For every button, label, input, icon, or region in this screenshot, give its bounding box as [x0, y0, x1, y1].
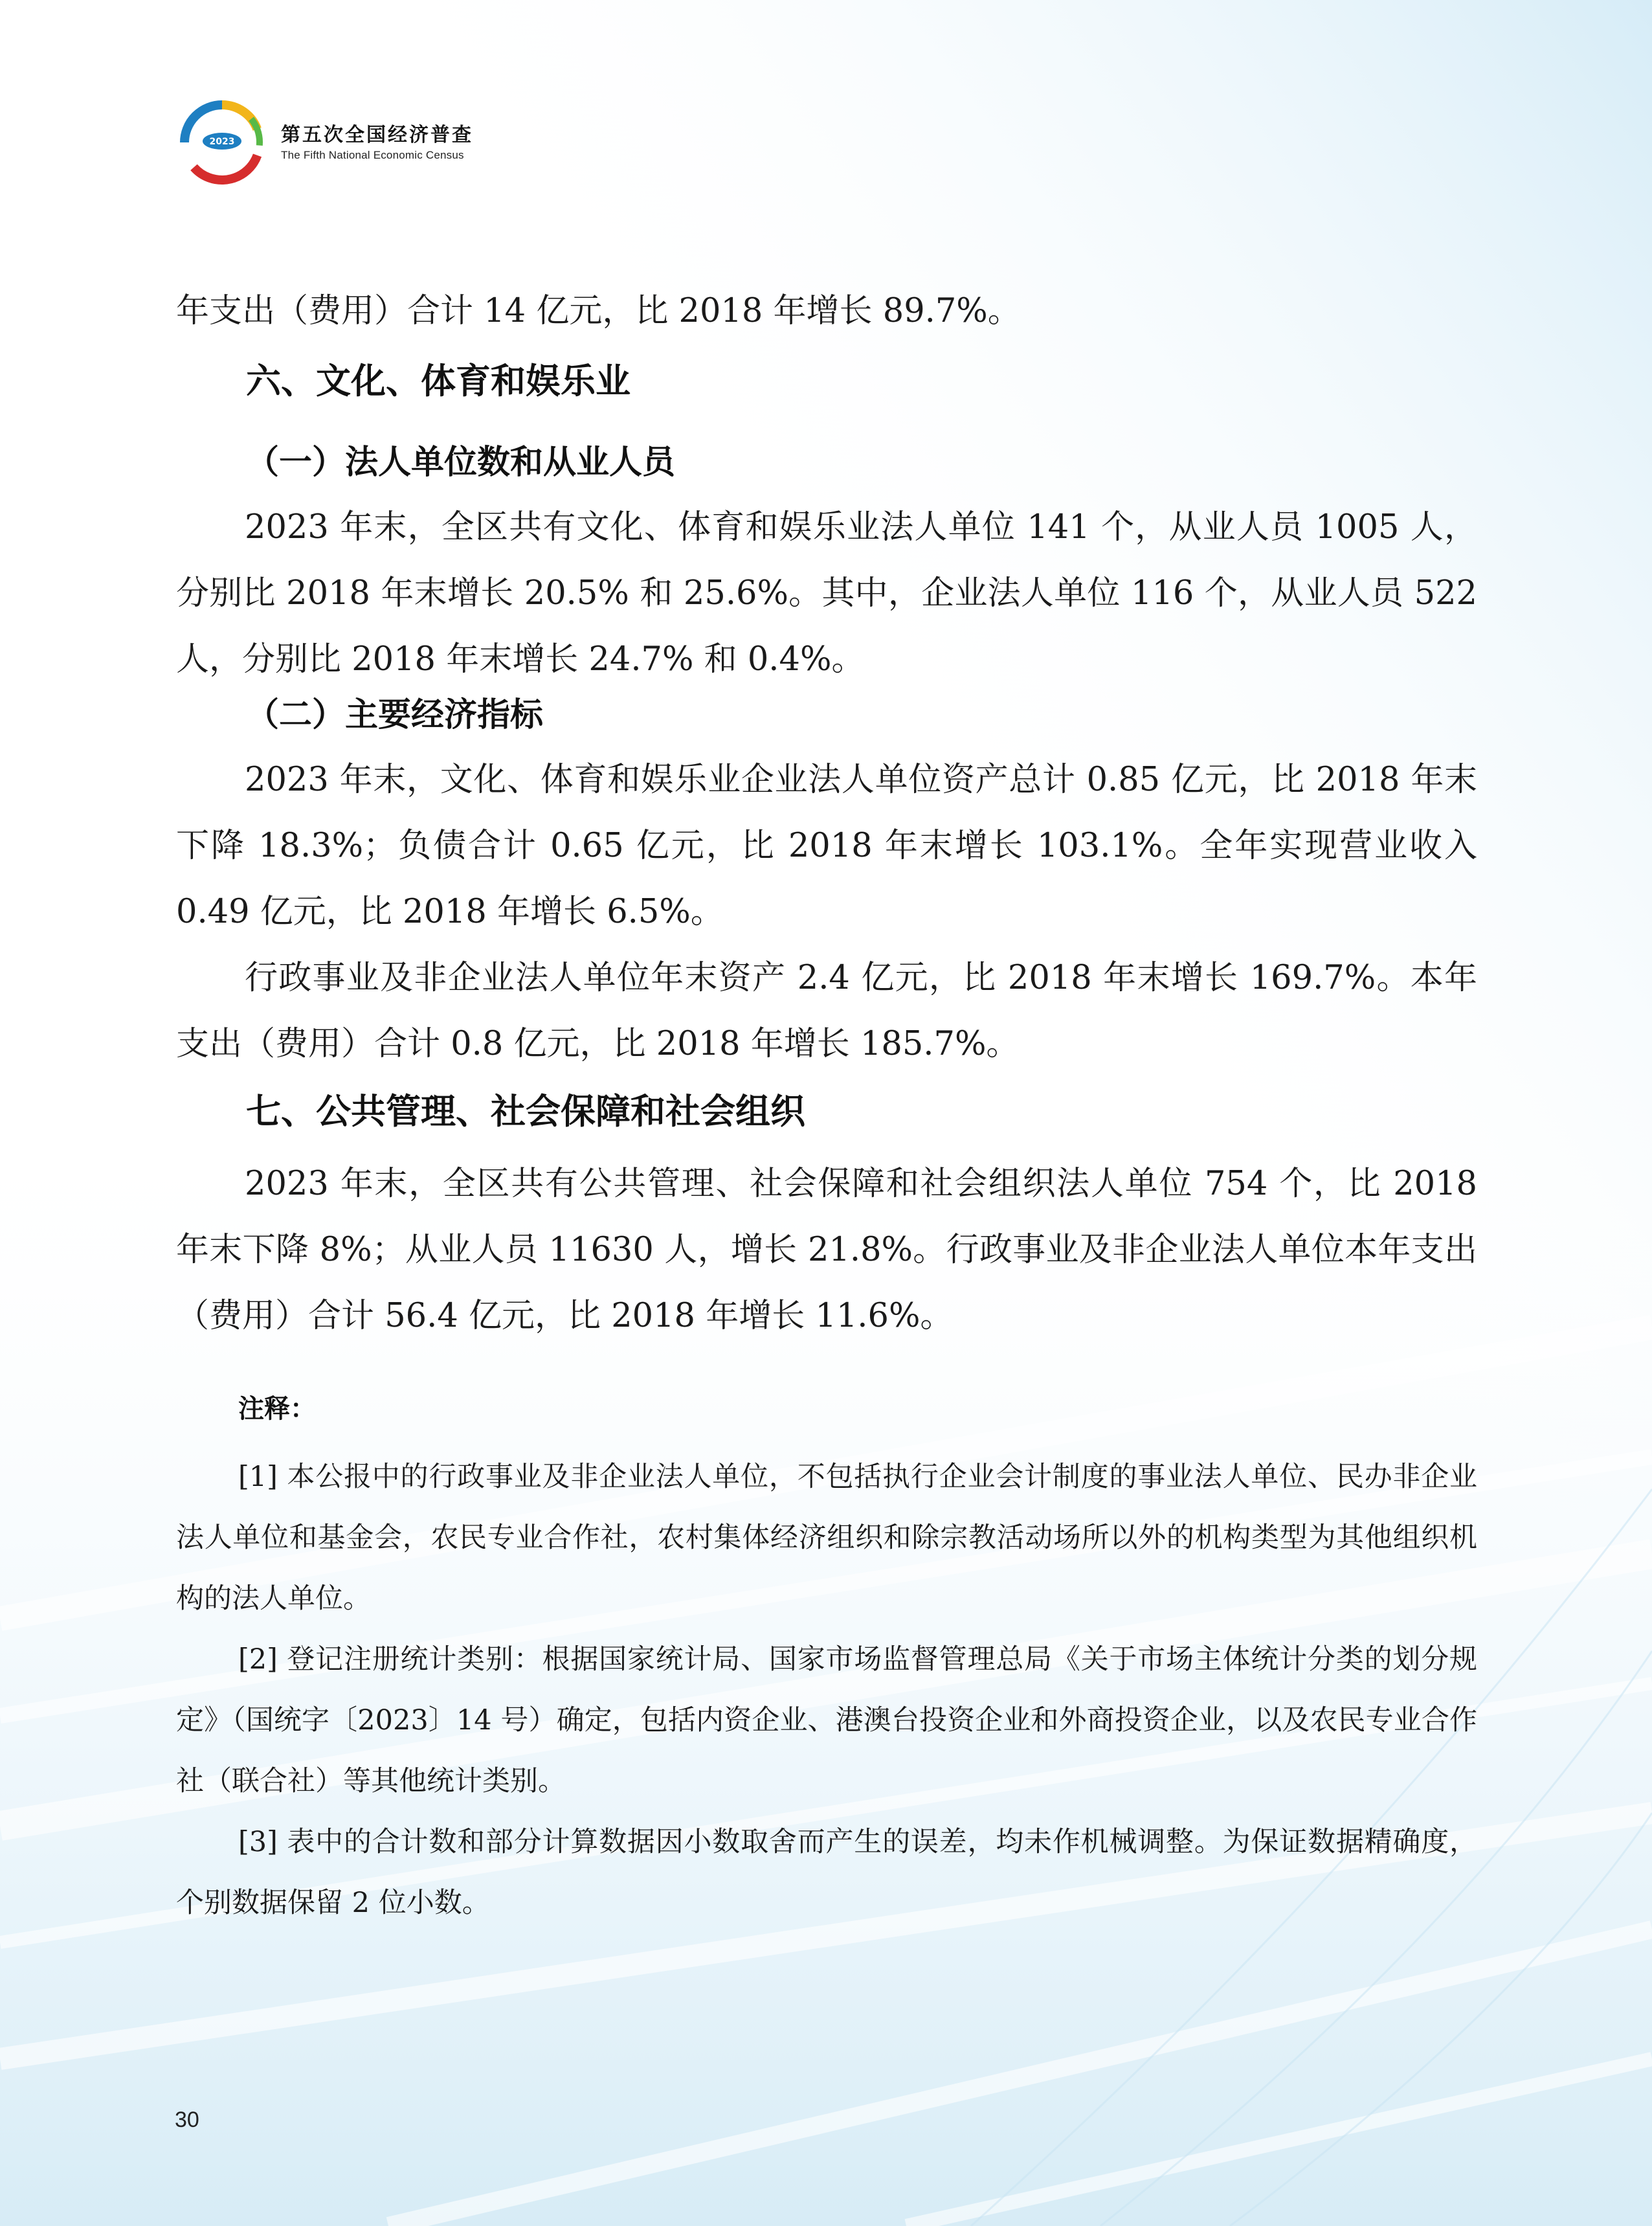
section-heading-culture-sports: 六、文化、体育和娱乐业 — [246, 361, 631, 401]
notes-title: 注释： — [238, 1394, 316, 1424]
note-item-2: [2] 登记注册统计类别：根据国家统计局、国家市场监督管理总局《关于市场主体统计分类的划分规定》（国统字〔2023〕14 号）确定，包括内资企业、港澳台投资企业和外商投资企业，以及农民专业合作社（联合社）等其他统计类别。 — [176, 1643, 1477, 1797]
census-logo-icon — [173, 94, 271, 191]
subsection-heading-economic-indicators: （二）主要经济指标 — [246, 696, 544, 734]
subsection-heading-units-employees: （一）法人单位数和从业人员 — [246, 444, 676, 482]
continued-paragraph: 年支出（费用）合计 14 亿元，比 2018 年增长 89.7%。 — [176, 292, 1021, 330]
note-item-3: [3] 表中的合计数和部分计算数据因小数取舍而产生的误差，均未作机械调整。为保证数据精确度，个别数据保留 2 位小数。 — [176, 1826, 1477, 1919]
section-heading-public-management: 七、公共管理、社会保障和社会组织 — [246, 1091, 805, 1132]
census-title-en: The Fifth National Economic Census — [281, 149, 464, 161]
page-number: 30 — [175, 2108, 199, 2132]
paragraph-culture-assets: 2023 年末，文化、体育和娱乐业企业法人单位资产总计 0.85 亿元，比 2018 年末下降 18.3%；负债合计 0.65 亿元，比 2018 年末增长 103.1%。全年实现营业收入 0.49 亿元，比 2018 年增长 6.5%。 — [176, 761, 1477, 931]
paragraph-culture-units: 2023 年末，全区共有文化、体育和娱乐业法人单位 141 个，从业人员 1005 人，分别比 2018 年末增长 20.5% 和 25.6%。其中，企业法人单位 116 个，从业人员 522 人，分别比 2018 年末增长 24.7% 和 0.4%。 — [176, 508, 1477, 679]
paragraph-culture-nonenterprise: 行政事业及非企业法人单位年末资产 2.4 亿元，比 2018 年末增长 169.7%。本年支出（费用）合计 0.8 亿元，比 2018 年增长 185.7%。 — [176, 959, 1477, 1063]
notes-section — [176, 1389, 1477, 1933]
svg-text:2023: 2023 — [209, 137, 235, 147]
main-content — [176, 272, 1477, 1933]
census-title-cn: 第五次全国经济普查 — [281, 124, 473, 146]
note-item-1: [1] 本公报中的行政事业及非企业法人单位，不包括执行企业会计制度的事业法人单位、民办非企业法人单位和基金会，农民专业合作社，农村集体经济组织和除宗教活动场所以外的机构类型为其他组织机构的法人单位。 — [176, 1461, 1477, 1615]
report-header — [173, 97, 473, 188]
paragraph-public-management: 2023 年末，全区共有公共管理、社会保障和社会组织法人单位 754 个，比 2018 年末下降 8%；从业人员 11630 人，增长 21.8%。行政事业及非企业法人单位本年支出（费用）合计 56.4 亿元，比 2018 年增长 11.6%。 — [176, 1165, 1477, 1335]
